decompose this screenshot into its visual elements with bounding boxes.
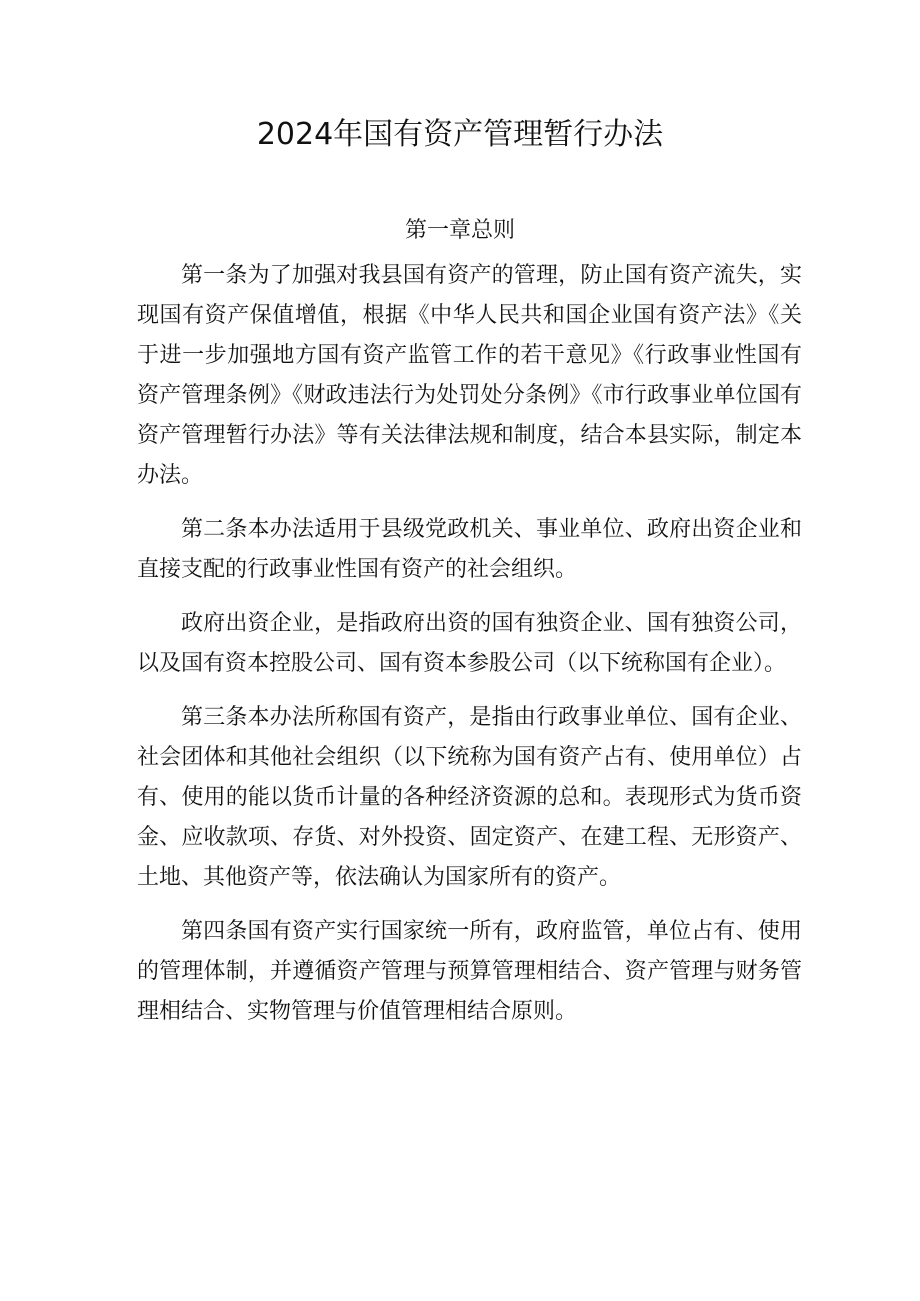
government-funded-enterprise-paragraph: 政府出资企业，是指政府出资的国有独资企业、国有独资公司，以及国有资本控股公司、国有资本参股公司（以下统称国有企业）。 <box>137 611 802 676</box>
document-body <box>137 256 802 1046</box>
document-title: 2024年国有资产管理暂行办法 <box>256 117 664 152</box>
article-3-paragraph: 第三条本办法所称国有资产，是指由行政事业单位、国有企业、社会团体和其他社会组织（以下统称为国有资产占有、使用单位）占有、使用的能以货币计量的各种经济资源的总和。表现形式为货币资金、应收款项、存货、对外投资、固定资产、在建工程、无形资产、土地、其他资产等，依法确认为国家所有的资产。 <box>137 705 802 890</box>
article-1-paragraph: 第一条为了加强对我县国有资产的管理，防止国有资产流失，实现国有资产保值增值，根据《中华人民共和国企业国有资产法》《关于进一步加强地方国有资产监管工作的若干意见》《行政事业性国有资产管理条例》《财政违法行为处罚处分条例》《市行政事业单位国有资产管理暂行办法》等有关法律法规和制度，结合本县实际，制定本办法。 <box>137 263 802 488</box>
chapter-heading: 第一章总则 <box>404 218 515 243</box>
article-4-paragraph: 第四条国有资产实行国家统一所有，政府监管，单位占有、使用的管理体制，并遵循资产管理与预算管理相结合、资产管理与财务管理相结合、实物管理与价值管理相结合原则。 <box>137 919 802 1024</box>
article-2-paragraph: 第二条本办法适用于县级党政机关、事业单位、政府出资企业和直接支配的行政事业性国有资产的社会组织。 <box>137 517 802 582</box>
